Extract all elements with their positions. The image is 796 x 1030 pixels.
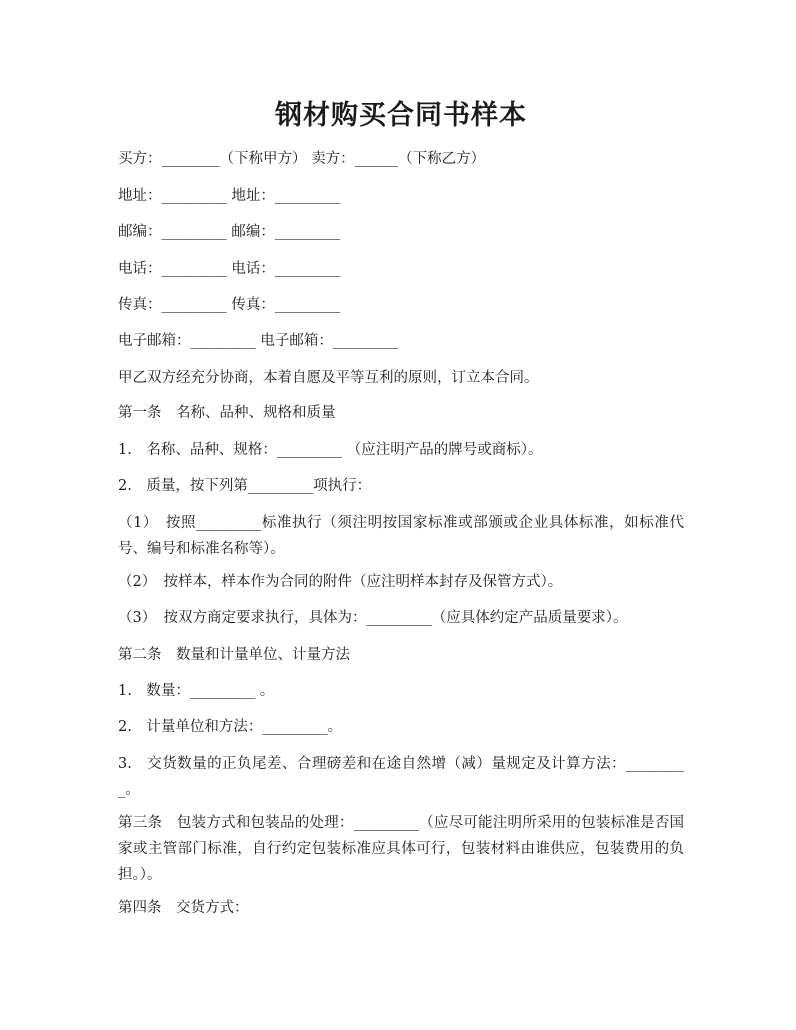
article-4-heading: 第四条 交货方式：	[118, 900, 249, 916]
phone-line: 电话：_________ 电话：_________	[118, 261, 341, 277]
buyer-seller-line: 买方：________（下称甲方） 卖方：______（下称乙方）	[118, 151, 486, 167]
article-2-heading: 第二条 数量和计量单位、计量方法	[118, 647, 350, 663]
document-title: 钢材购买合同书样本	[275, 100, 527, 131]
postcode-line: 邮编：_________ 邮编：_________	[118, 224, 341, 240]
article-1-heading: 第一条 名称、品种、规格和质量	[118, 405, 336, 421]
email-line: 电子邮箱：_________ 电子邮箱：_________	[118, 333, 399, 349]
preamble-paragraph: 甲乙双方经充分协商，本着自愿及平等互利的原则，订立本合同。	[118, 370, 539, 386]
article-1-item-2: 2. 质量，按下列第_________项执行：	[118, 478, 372, 494]
article-1-subitem-2: （2） 按样本，样本作为合同的附件（应注明样本封存及保管方式）。	[118, 574, 563, 590]
article-1-item-1: 1. 名称、品种、规格：_________ （应注明产品的牌号或商标）。	[118, 442, 543, 458]
article-2-item-2: 2. 计量单位和方法：_________。	[118, 719, 343, 735]
article-2-item-1: 1. 数量：_________ 。	[118, 683, 275, 699]
fax-line: 传真：_________ 传真：_________	[118, 297, 341, 313]
address-line: 地址：_________ 地址：_________	[118, 188, 341, 204]
article-2-item-3: 3. 交货数量的正负尾差、合理磅差和在途自然增（减）量规定及计算方法：_________。	[118, 756, 684, 798]
article-1-subitem-3: （3） 按双方商定要求执行，具体为：_________（应具体约定产品质量要求）。	[118, 610, 628, 626]
article-3-paragraph: 第三条 包装方式和包装品的处理：_________（应尽可能注明所采用的包装标准是否国家或主管部门标准，自行约定包装标准应具体可行，包装材料由谁供应，包装费用的负担。）。	[118, 815, 684, 883]
article-1-subitem-1: （1） 按照_________标准执行（须注明按国家标准或部颁或企业具体标准，如标准代号、编号和标准名称等）。	[118, 515, 684, 557]
